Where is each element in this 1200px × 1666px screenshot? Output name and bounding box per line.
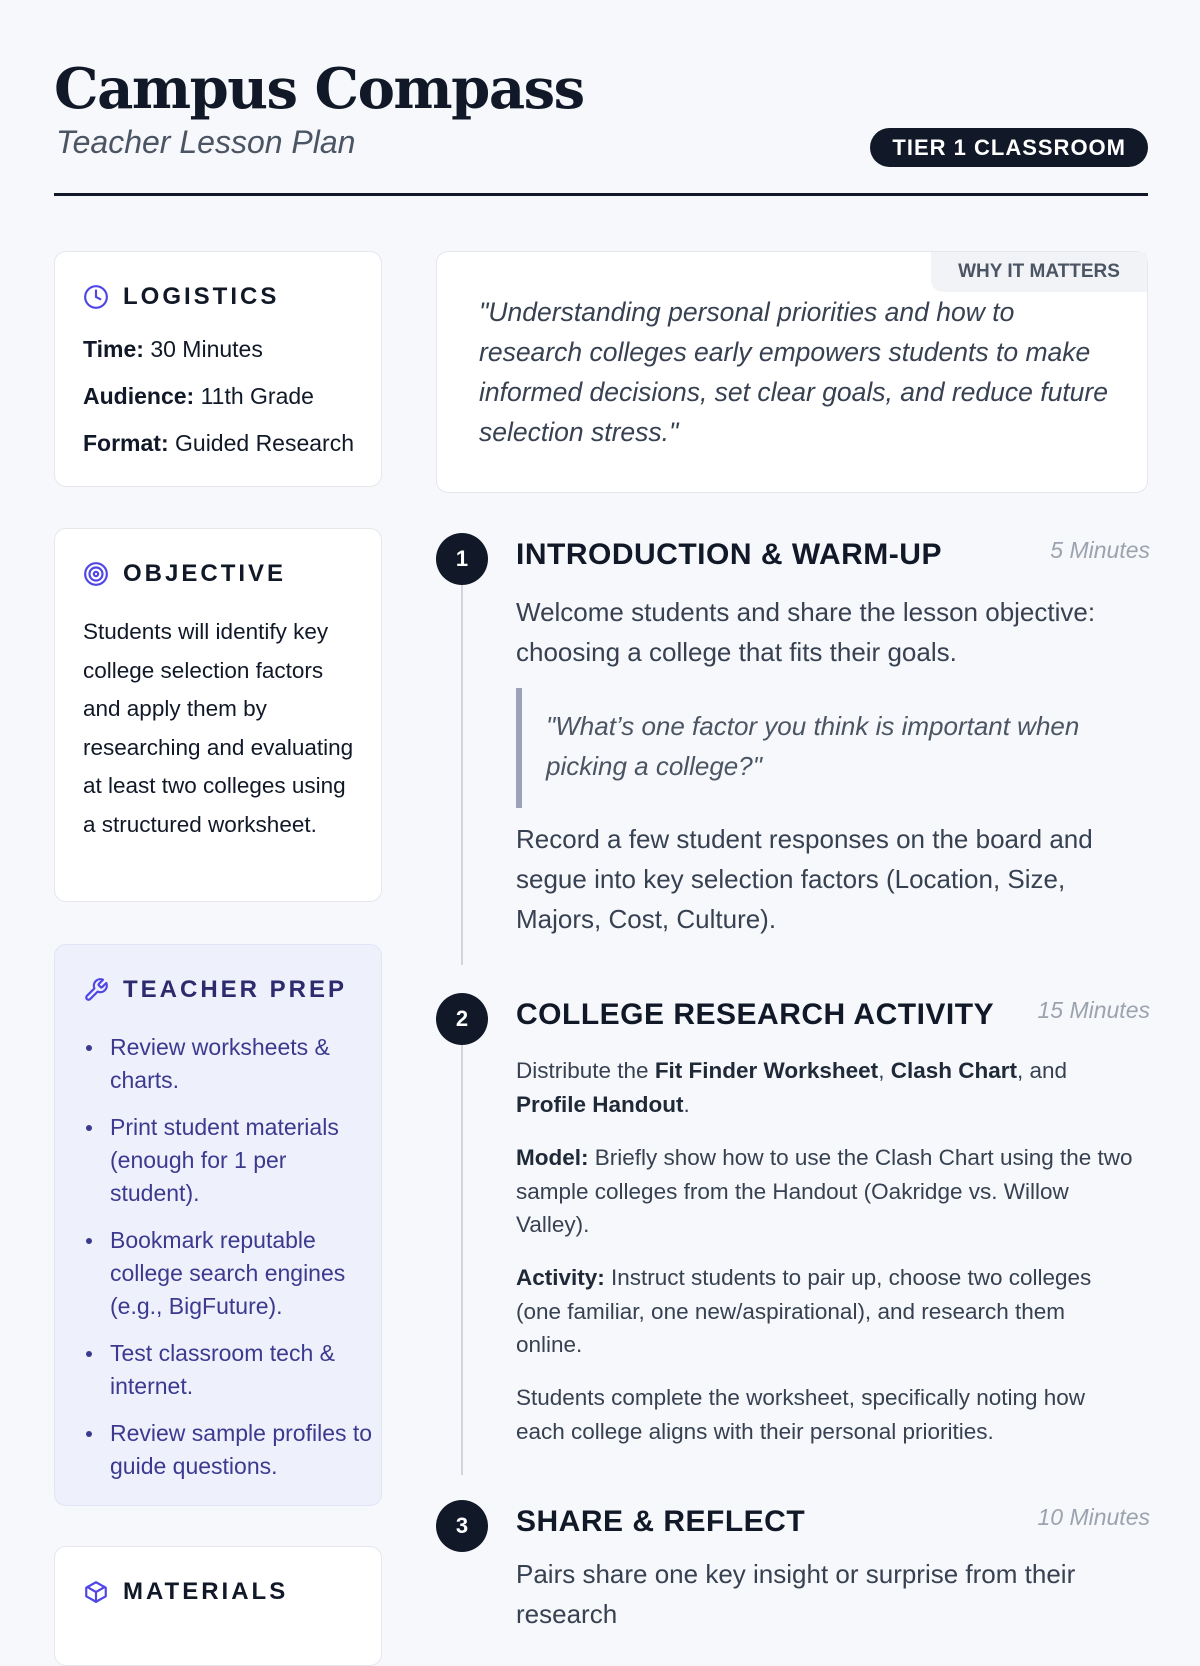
- logistics-audience: [83, 383, 314, 410]
- step-followup-text: Record a few student responses on the board and segue into key selection factors (Location, Size, Majors, Cost, Culture).: [516, 824, 1093, 934]
- time-label: Time:: [83, 336, 144, 362]
- objective-title: OBJECTIVE: [123, 560, 287, 587]
- logistics-format: [83, 430, 354, 457]
- step-duration: 15 Minutes: [1037, 997, 1150, 1023]
- warmup-prompt-block: [516, 688, 1136, 808]
- box-icon: [83, 1579, 109, 1605]
- materials-card: [54, 1546, 382, 1666]
- distribute-lead: Distribute the: [516, 1058, 655, 1083]
- step-title: SHARE & REFLECT: [516, 1505, 806, 1538]
- prep-title: TEACHER PREP: [123, 976, 348, 1003]
- materials-title: MATERIALS: [123, 1578, 289, 1605]
- why-it-matters-card: [436, 251, 1148, 493]
- logistics-time: [83, 336, 263, 363]
- model-description: Briefly show how to use the Clash Chart using the two sample colleges from the Handout (Oakridge vs. Willow Valley).: [516, 1145, 1133, 1237]
- step-title: INTRODUCTION & WARM-UP: [516, 538, 942, 571]
- why-quote: "Understanding personal priorities and how to research colleges early empowers students to make informed decisions, set clear goals, and reduce future selection stress.": [479, 297, 1108, 447]
- model-label: Model:: [516, 1145, 589, 1170]
- step-number-badge: 2: [436, 993, 488, 1045]
- step-number-badge: 1: [436, 533, 488, 585]
- audience-label: Audience:: [83, 383, 195, 409]
- prep-header: [83, 975, 347, 1005]
- prep-item: Test classroom tech & internet.: [83, 1337, 373, 1403]
- why-it-matters-tag: WHY IT MATTERS: [931, 252, 1147, 292]
- brand-title: Campus Compass: [54, 56, 584, 122]
- logistics-title: LOGISTICS: [123, 283, 280, 310]
- step-duration: 5 Minutes: [1050, 537, 1150, 563]
- step-duration: 10 Minutes: [1037, 1504, 1150, 1530]
- wrench-icon: [83, 977, 109, 1003]
- step-title: COLLEGE RESEARCH ACTIVITY: [516, 998, 995, 1031]
- activity-description: Instruct students to pair up, choose two colleges (one familiar, one new/aspirational), and research them online.: [516, 1265, 1092, 1357]
- materials-header: [83, 1577, 288, 1607]
- complete-text: Students complete the worksheet, specifically noting how each college aligns with their personal priorities.: [516, 1385, 1086, 1444]
- prep-list: [83, 1031, 373, 1497]
- separator: ,: [878, 1058, 891, 1083]
- logistics-header: [83, 282, 279, 312]
- prep-item: Print student materials (enough for 1 per student).: [83, 1111, 373, 1210]
- time-value: 30 Minutes: [150, 336, 263, 362]
- page-subtitle: Teacher Lesson Plan: [56, 124, 356, 160]
- material-profile-handout: Profile Handout: [516, 1091, 684, 1117]
- step-number-badge: 3: [436, 1500, 488, 1552]
- step-text: Pairs share one key insight or surprise from their research: [516, 1559, 1076, 1629]
- material-clash-chart: Clash Chart: [890, 1058, 1017, 1083]
- activity-text: [516, 1261, 1136, 1362]
- logistics-card: [54, 251, 382, 487]
- distribute-text: [516, 1054, 1136, 1121]
- header-divider: [54, 193, 1148, 196]
- audience-value: 11th Grade: [200, 383, 314, 409]
- tier-badge: TIER 1 CLASSROOM: [870, 128, 1148, 167]
- clock-icon: [83, 284, 109, 310]
- timeline-connector: [461, 1045, 463, 1475]
- separator: , and: [1016, 1058, 1068, 1083]
- format-value: Guided Research: [175, 430, 355, 456]
- activity-label: Activity:: [516, 1265, 605, 1290]
- period: .: [683, 1091, 690, 1117]
- objective-card: [54, 528, 382, 902]
- prep-item: Review worksheets & charts.: [83, 1031, 373, 1097]
- target-icon: [83, 561, 109, 587]
- warmup-prompt: "What’s one factor you think is important when picking a college?": [546, 711, 1080, 781]
- prep-item: Review sample profiles to guide questions.: [83, 1417, 373, 1483]
- timeline-connector: [461, 585, 463, 965]
- step-intro-text: Welcome students and share the lesson objective: choosing a college that fits their goals.: [516, 597, 1096, 667]
- teacher-prep-card: [54, 944, 382, 1506]
- objective-header: [83, 559, 286, 589]
- format-label: Format:: [83, 430, 169, 456]
- objective-text: Students will identify key college selection factors and apply them by researching and evaluating at least two colleges using a structured worksheet.: [83, 619, 354, 837]
- model-text: [516, 1141, 1136, 1242]
- material-fit-finder: Fit Finder Worksheet: [654, 1058, 879, 1083]
- prep-item: Bookmark reputable college search engines (e.g., BigFuture).: [83, 1224, 373, 1323]
